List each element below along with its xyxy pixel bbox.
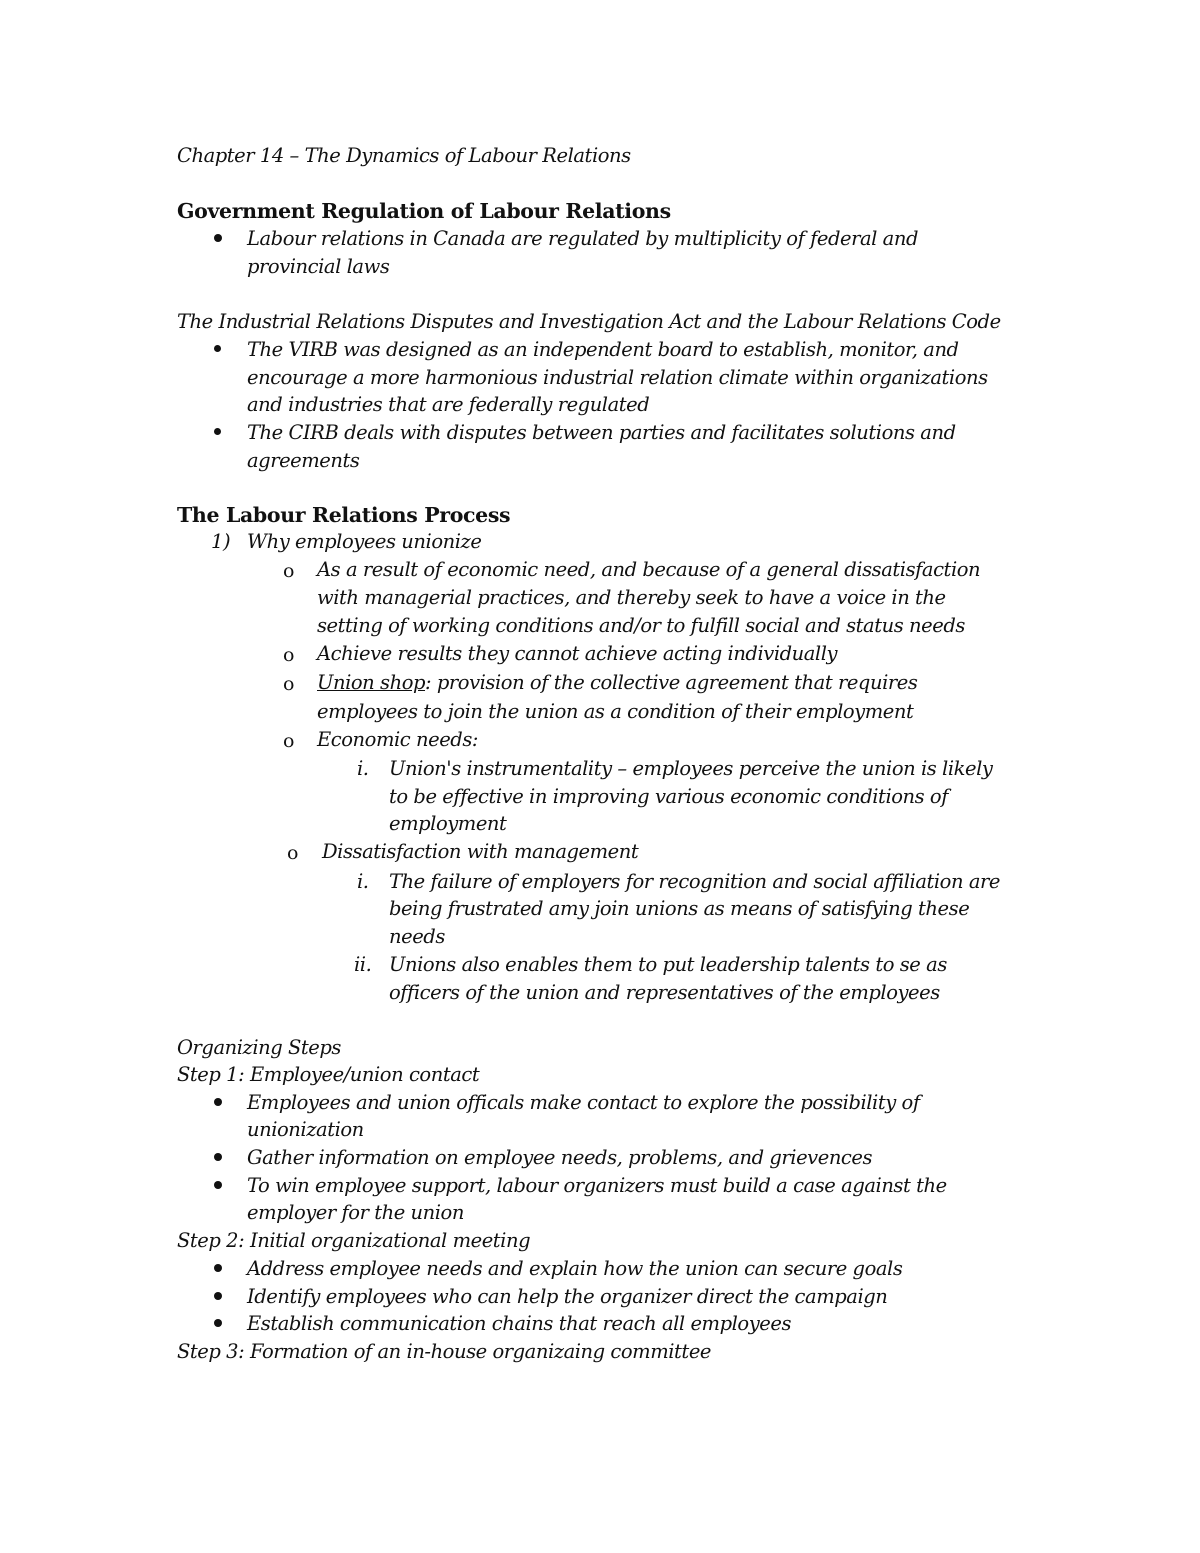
bullet-icon <box>214 1319 222 1327</box>
step-label: Step 2: Initial organizational meeting <box>177 1229 531 1252</box>
roman-item-text: officers of the union and representatives of the employees <box>389 981 940 1004</box>
bullet-text: Employees and union officals make contact to explore the possibility of <box>247 1091 920 1114</box>
sub-bullet-text: Dissatisfaction with management <box>322 840 639 863</box>
sub-bullet-marker: o <box>283 644 295 666</box>
bullet-text: To win employee support, labour organizers must build a case against the <box>247 1174 947 1197</box>
bullet-icon <box>214 1264 222 1272</box>
sub-bullet-text: Achieve results they cannot achieve acting individually <box>317 642 838 665</box>
subsection-heading-industrial-relations: The Industrial Relations Disputes and Investigation Act and the Labour Relations Code <box>177 310 1001 333</box>
chapter-title: Chapter 14 – The Dynamics of Labour Relations <box>177 144 631 167</box>
sub-bullet-marker: o <box>283 730 295 752</box>
bullet-text: The CIRB deals with disputes between parties and facilitates solutions and <box>247 421 956 444</box>
step-label: Step 3: Formation of an in-house organizaing committee <box>177 1340 712 1363</box>
roman-item-text: Union's instrumentality – employees perceive the union is likely <box>389 757 993 780</box>
bullet-text: agreements <box>247 449 360 472</box>
list-number: 1) <box>211 530 231 553</box>
sub-bullet-text: with managerial practices, and thereby seek to have a voice in the <box>317 586 946 609</box>
bullet-icon <box>214 345 221 352</box>
roman-numeral: i. <box>357 757 369 780</box>
bullet-icon <box>214 1292 222 1300</box>
sub-bullet-marker: o <box>283 673 295 695</box>
list-item-text: Why employees unionize <box>247 530 482 553</box>
step-label: Step 1: Employee/union contact <box>177 1063 480 1086</box>
roman-item-text: needs <box>389 925 445 948</box>
subsection-heading-organizing-steps: Organizing Steps <box>177 1036 341 1059</box>
union-shop-definition: : provision of the collective agreement that requires <box>425 671 918 694</box>
bullet-text: Gather information on employee needs, problems, and grievences <box>247 1146 873 1169</box>
sub-bullet-text: employees to join the union as a condition of their employment <box>317 700 914 723</box>
union-shop-term: Union shop <box>317 671 426 694</box>
roman-numeral: i. <box>357 870 369 893</box>
bullet-icon <box>214 1153 222 1161</box>
bullet-text: and industries that are federally regulated <box>247 393 650 416</box>
roman-item-text: The failure of employers for recognition and social affiliation are <box>389 870 1000 893</box>
sub-bullet-marker: o <box>287 842 299 864</box>
roman-item-text: Unions also enables them to put leadership talents to se as <box>389 953 947 976</box>
bullet-icon <box>214 1181 222 1189</box>
bullet-icon <box>214 428 221 435</box>
bullet-text: employer for the union <box>247 1201 464 1224</box>
bullet-text: Identify employees who can help the organizer direct the campaign <box>247 1285 888 1308</box>
roman-item-text: being frustrated amy join unions as means of satisfying these <box>389 897 970 920</box>
bullet-text: Establish communication chains that reach all employees <box>247 1312 792 1335</box>
sub-bullet-text: setting of working conditions and/or to fulfill social and status needs <box>317 614 965 637</box>
bullet-text: provincial laws <box>247 255 390 278</box>
bullet-icon <box>214 1098 222 1106</box>
bullet-icon <box>214 234 222 242</box>
sub-bullet-marker: o <box>283 560 295 582</box>
sub-bullet-text: Economic needs: <box>317 728 478 751</box>
bullet-text: Labour relations in Canada are regulated by multiplicity of federal and <box>247 227 918 250</box>
roman-numeral: ii. <box>354 953 372 976</box>
sub-bullet-text: As a result of economic need, and because of a general dissatisfaction <box>317 558 981 581</box>
bullet-text: Address employee needs and explain how the union can secure goals <box>247 1257 903 1280</box>
roman-item-text: to be effective in improving various economic conditions of <box>389 785 948 808</box>
bullet-text: unionization <box>247 1118 364 1141</box>
bullet-text: The VIRB was designed as an independent board to establish, monitor, and <box>247 338 959 361</box>
bullet-text: encourage a more harmonious industrial relation climate within organizations <box>247 366 988 389</box>
section-heading-labour-relations-process: The Labour Relations Process <box>177 503 511 527</box>
roman-item-text: employment <box>389 812 507 835</box>
sub-bullet-text <box>317 669 917 697</box>
section-heading-government-regulation: Government Regulation of Labour Relations <box>177 199 671 223</box>
